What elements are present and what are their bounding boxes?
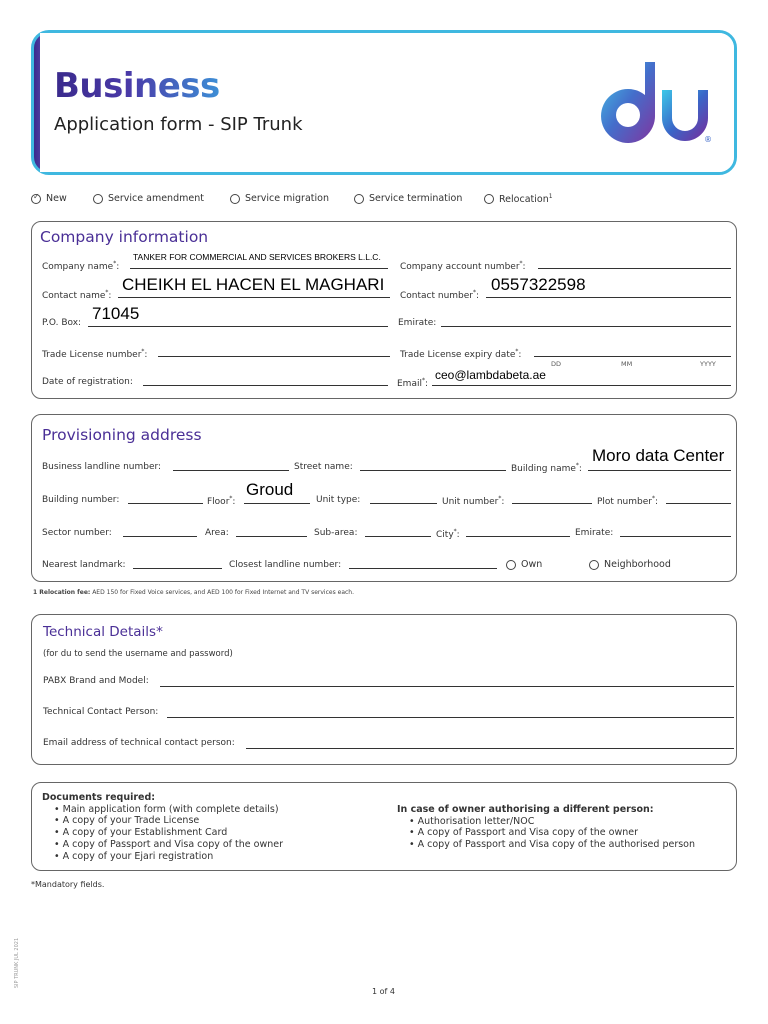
radio-icon[interactable] [354,194,364,204]
option-relocation[interactable]: Relocation$^1$ [484,193,553,205]
option-neighborhood[interactable]: Neighborhood [589,559,671,570]
landline-field[interactable] [173,470,289,471]
documents-required-list: Documents required: • Main application form (with complete details) • A copy of your Trade License • A copy of your Establishment Card • A copy of Passport and Visa copy of the owner • A copy of your Ejari registration [42,792,284,862]
provisioning-emirate-field[interactable] [620,536,731,537]
date-dd-hint: DD [551,360,562,368]
email-field[interactable] [432,385,731,386]
technical-email-field[interactable] [246,748,734,749]
closest-landline-label: Closest landline number: [229,560,342,570]
page-number: 1 of 4 [372,987,395,996]
option-new[interactable]: ✓ New [31,193,67,204]
provisioning-emirate-label: Emirate: [575,528,614,538]
building-name-value[interactable]: Moro data Center [592,446,725,465]
technical-note: (for du to send the username and password) [43,649,233,659]
radio-icon[interactable] [93,194,103,204]
unit-type-field[interactable] [370,503,437,504]
brand-title: Business [54,66,220,106]
account-number-label: Company account number*: [400,260,526,272]
trade-license-expiry-label: Trade License expiry date*: [400,348,522,360]
trade-license-expiry-field[interactable] [534,356,731,357]
subarea-label: Sub-area: [314,528,358,538]
contact-name-field[interactable] [118,297,390,298]
closest-landline-field[interactable] [349,568,497,569]
option-service-amendment[interactable]: Service amendment [93,193,204,204]
unit-number-field[interactable] [512,503,592,504]
street-label: Street name: [294,462,353,472]
radio-icon[interactable] [506,560,516,570]
city-label: City*: [436,528,460,540]
unit-type-label: Unit type: [316,495,361,505]
owner-authorisation-list: In case of owner authorising a different person: • Authorisation letter/NOC • A copy of Passport and Visa copy of the owner • A copy of Passport and Visa copy of the authorised person [397,804,696,851]
radio-icon[interactable] [31,194,41,204]
floor-label: Floor*: [207,495,236,507]
floor-value[interactable]: Groud [246,480,294,499]
email-value[interactable]: ceo@lambdabeta.ae [435,368,546,382]
email-label: Email*: [397,377,429,389]
pabx-label: PABX Brand and Model: [43,676,149,686]
building-name-label: Building name*: [511,462,582,474]
technical-contact-field[interactable] [167,717,734,718]
date-mm-hint: MM [621,360,633,368]
landline-label: Business landline number: [42,462,162,472]
area-field[interactable] [236,536,307,537]
form-subtitle: Application form - SIP Trunk [54,114,303,135]
du-logo-icon [600,60,720,150]
landmark-field[interactable] [133,568,222,569]
street-field[interactable] [360,470,506,471]
trade-license-field[interactable] [158,356,390,357]
relocation-fee-note: 1 Relocation fee: AED 150 for Fixed Voice services, and AED 100 for Fixed Internet and TV services each. [33,589,355,596]
option-own[interactable]: Own [506,559,542,570]
company-name-field[interactable] [130,268,388,269]
option-service-termination[interactable]: Service termination [354,193,462,204]
provisioning-address-title: Provisioning address [42,426,202,444]
building-name-field[interactable] [588,470,731,471]
po-box-label: P.O. Box: [42,318,82,328]
date-yyyy-hint: YYYY [700,360,716,368]
account-number-field[interactable] [538,268,731,269]
registration-date-field[interactable] [143,385,388,386]
po-box-value[interactable]: 71045 [92,304,140,323]
technical-details-title: Technical Details* [43,624,163,640]
pabx-field[interactable] [160,686,734,687]
contact-number-value[interactable]: 0557322598 [491,275,586,294]
plot-number-field[interactable] [666,503,731,504]
svg-text:®: ® [704,135,712,144]
company-name-value[interactable]: TANKER FOR COMMERCIAL AND SERVICES BROKERS L.L.C. [133,252,381,262]
emirate-label: Emirate: [398,318,437,328]
sector-number-label: Sector number: [42,528,112,538]
option-service-migration[interactable]: Service migration [230,193,329,204]
contact-name-value[interactable]: CHEIKH EL HACEN EL MAGHARI [122,275,385,294]
technical-contact-label: Technical Contact Person: [43,707,159,717]
side-code: SIP TRUNK JUL 2021 [14,937,21,989]
sector-number-field[interactable] [123,536,197,537]
building-number-label: Building number: [42,495,120,505]
po-box-field[interactable] [88,326,388,327]
building-number-field[interactable] [128,503,203,504]
contact-name-label: Contact name*: [42,289,112,301]
radio-icon[interactable] [230,194,240,204]
technical-email-label: Email address of technical contact person: [43,738,235,748]
emirate-field[interactable] [441,326,731,327]
registration-date-label: Date of registration: [42,377,133,387]
contact-number-label: Contact number*: [400,289,480,301]
subarea-field[interactable] [365,536,431,537]
city-field[interactable] [466,536,570,537]
mandatory-note: *Mandatory fields. [31,880,105,889]
contact-number-field[interactable] [486,297,731,298]
company-information-title: Company information [40,228,209,246]
area-label: Area: [205,528,229,538]
landmark-label: Nearest landmark: [42,560,126,570]
trade-license-label: Trade License number*: [42,348,148,360]
company-name-label: Company name*: [42,260,120,272]
unit-number-label: Unit number*: [442,495,505,507]
floor-field[interactable] [244,503,310,504]
radio-icon[interactable] [589,560,599,570]
radio-icon[interactable] [484,194,494,204]
plot-number-label: Plot number*: [597,495,658,507]
